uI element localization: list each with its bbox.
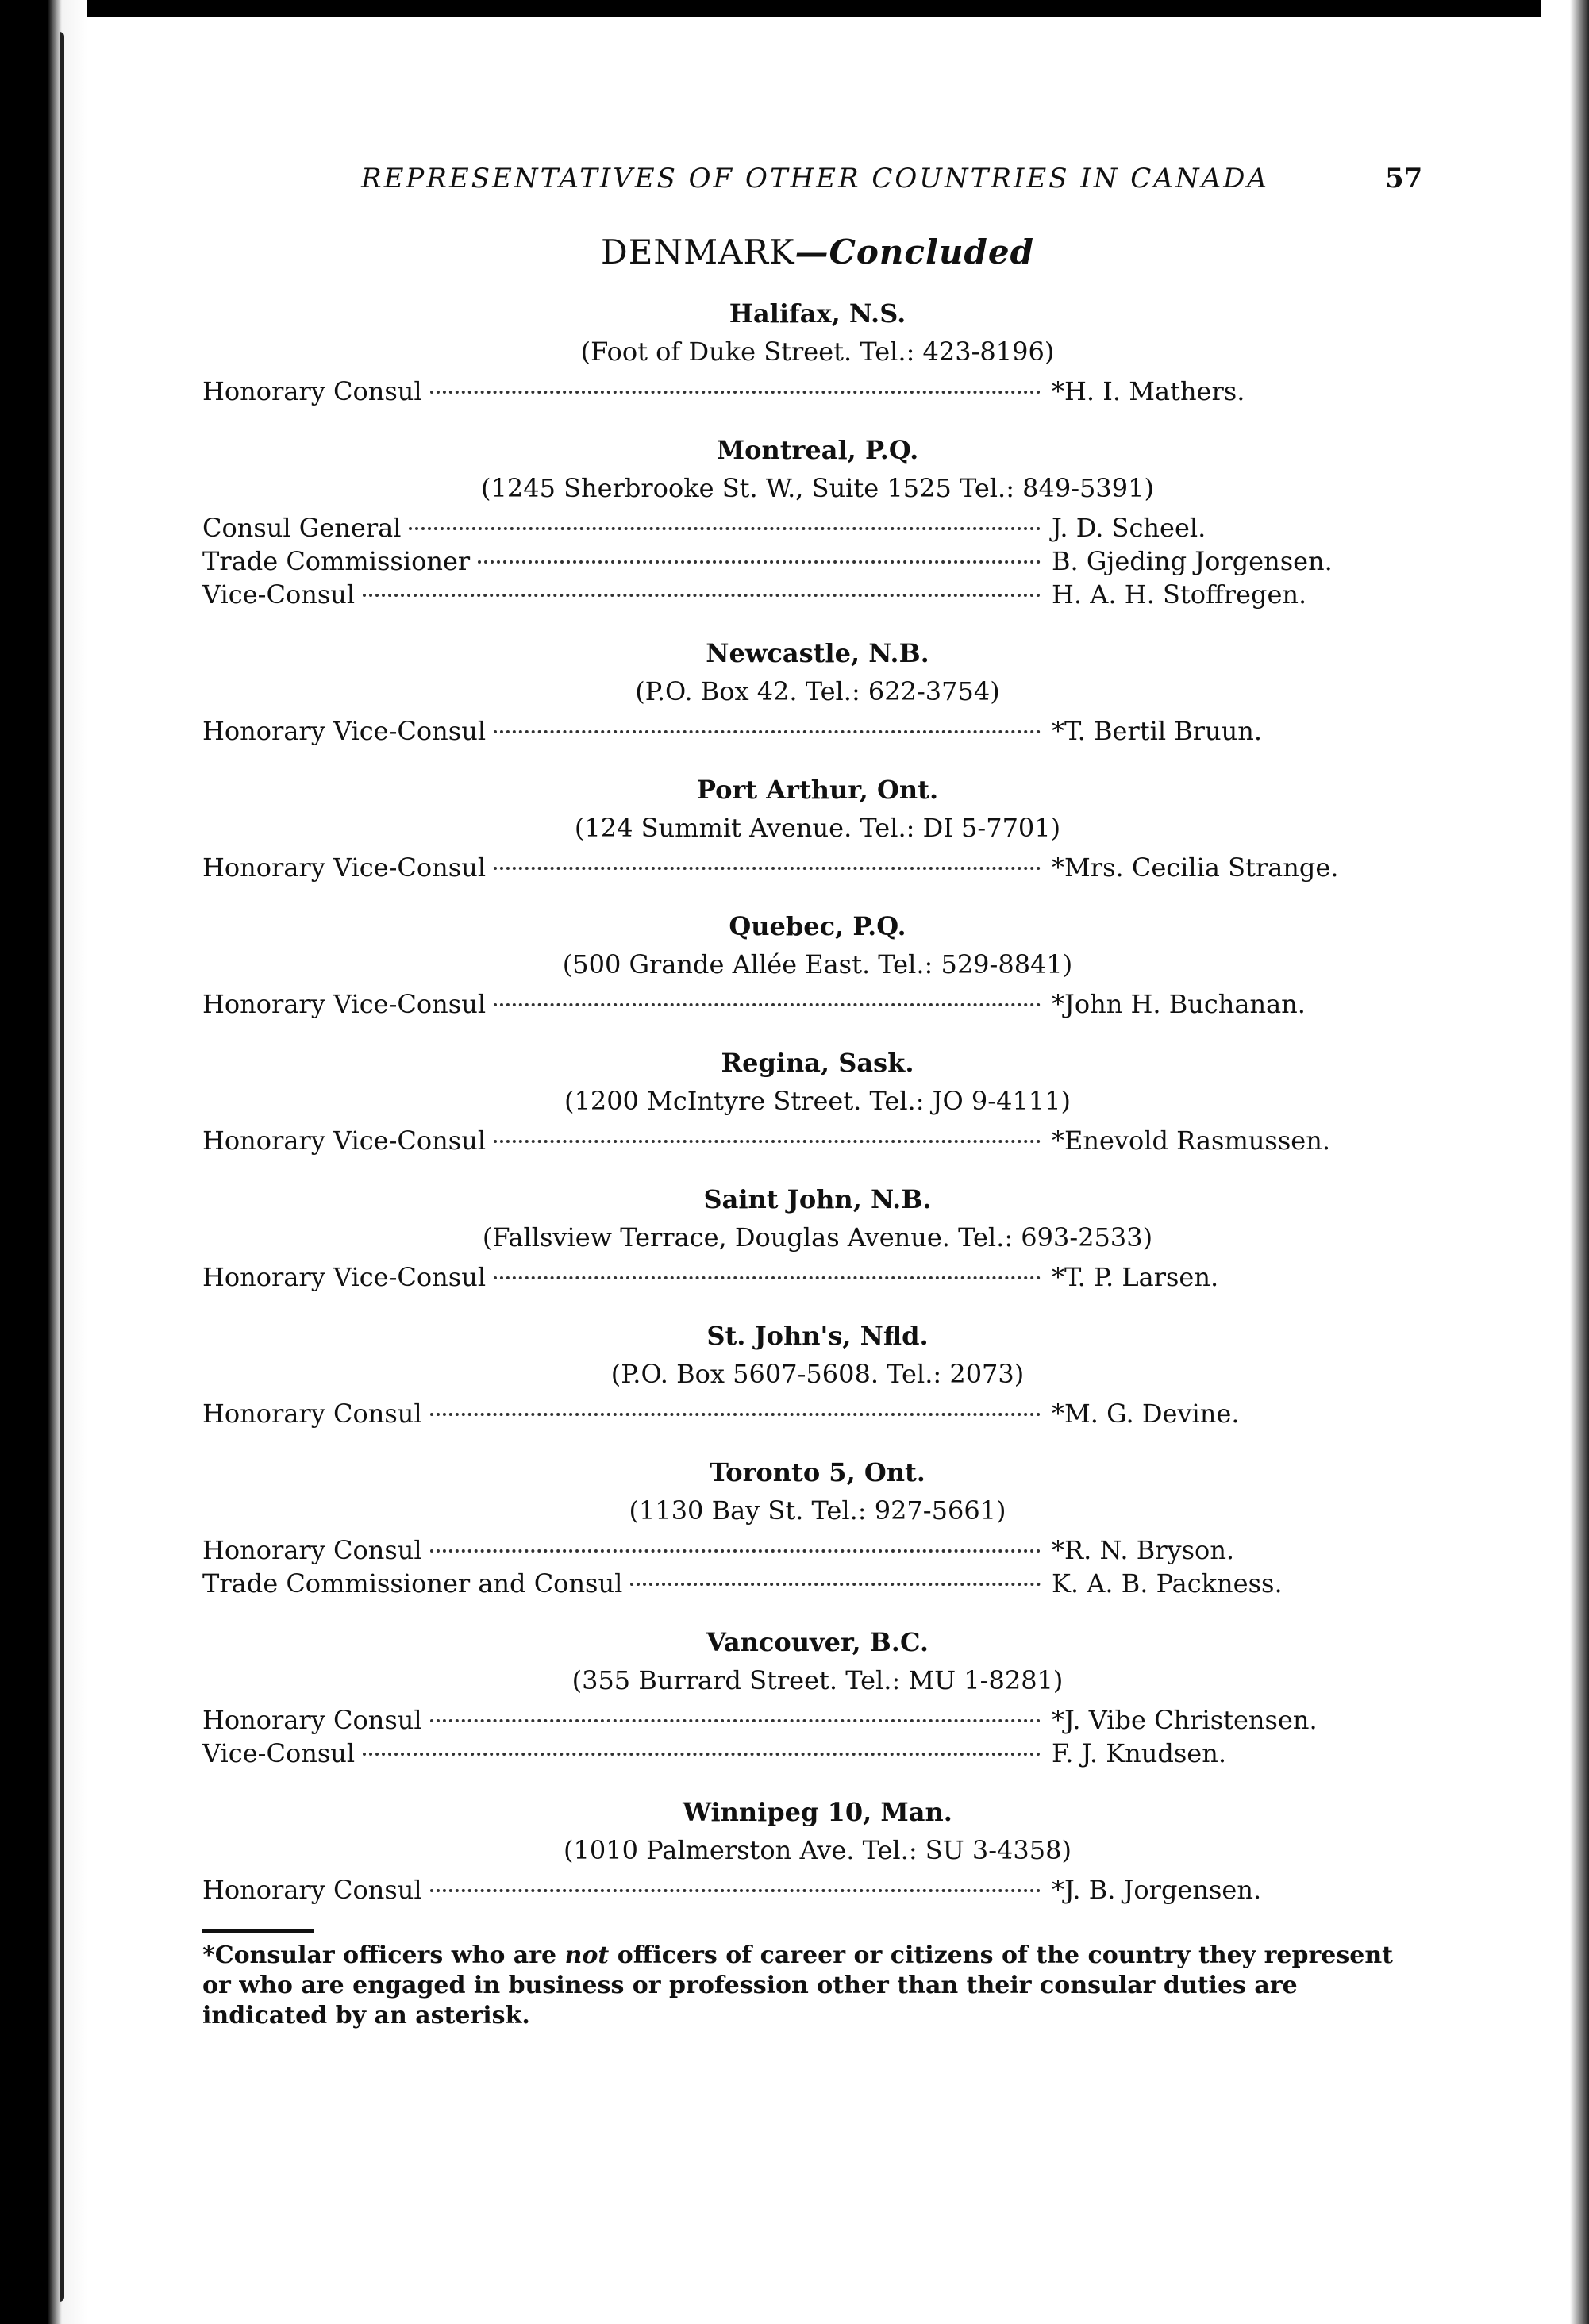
city-heading: Vancouver, B.C. — [706, 1627, 929, 1657]
running-title: REPRESENTATIVES OF OTHER COUNTRIES IN CANADA — [361, 163, 1269, 194]
officer-role: Honorary Vice-Consul — [202, 852, 487, 883]
officer-row — [202, 987, 1433, 1021]
scan-top-border — [0, 0, 1589, 17]
running-header — [202, 163, 1433, 202]
consulate-address: (500 Grande Allée East. Tel.: 529-8841) — [562, 949, 1073, 979]
dot-leader — [494, 1003, 1041, 1006]
officer-role: Honorary Consul — [202, 376, 422, 406]
consulate-address: (Foot of Duke Street. Tel.: 423-8196) — [580, 337, 1055, 367]
consulate-list — [202, 298, 1433, 1907]
dot-leader — [430, 391, 1041, 394]
officer-name: *J. Vibe Christensen. — [1052, 1705, 1318, 1735]
officer-role: Honorary Consul — [202, 1875, 422, 1905]
city-heading: Montreal, P.Q. — [716, 435, 919, 465]
scan-right-border — [1541, 0, 1589, 2324]
dot-leader — [430, 1719, 1041, 1722]
officer-role: Honorary Consul — [202, 1535, 422, 1565]
officer-name: J. D. Scheel. — [1052, 513, 1206, 543]
officer-role: Honorary Vice-Consul — [202, 989, 487, 1019]
dot-leader — [630, 1583, 1041, 1586]
dot-leader — [494, 730, 1041, 733]
officer-row — [202, 511, 1433, 544]
dot-leader — [494, 1276, 1041, 1279]
dot-leader — [363, 1753, 1041, 1756]
dot-leader — [494, 867, 1041, 870]
officer-name: *H. I. Mathers. — [1052, 376, 1245, 406]
officer-row — [202, 1533, 1433, 1567]
officer-role: Honorary Vice-Consul — [202, 716, 487, 746]
officer-name: *R. N. Bryson. — [1052, 1535, 1235, 1565]
consulate-address: (Fallsview Terrace, Douglas Avenue. Tel.: 693-2533) — [482, 1222, 1153, 1252]
dot-leader — [494, 1140, 1041, 1143]
dot-leader — [430, 1889, 1041, 1892]
consulate-address: (P.O. Box 5607-5608. Tel.: 2073) — [610, 1359, 1025, 1389]
footnote-emphasis: not — [564, 1941, 610, 1969]
country-name: DENMARK — [601, 233, 795, 271]
officer-role: Consul General — [202, 513, 402, 543]
consulate-address: (1245 Sherbrooke St. W., Suite 1525 Tel.: 849-5391) — [481, 473, 1154, 503]
country-heading — [202, 233, 1433, 271]
officer-row — [202, 1703, 1433, 1737]
officer-name: *Enevold Rasmussen. — [1052, 1125, 1330, 1156]
consulate-address: (1200 McIntyre Street. Tel.: JO 9-4111) — [564, 1086, 1071, 1116]
city-heading: St. John's, Nfld. — [706, 1321, 929, 1351]
country-suffix: —Concluded — [794, 233, 1034, 271]
consulate-address: (355 Burrard Street. Tel.: MU 1-8281) — [571, 1665, 1064, 1695]
officer-role: Vice-Consul — [202, 1738, 356, 1768]
officer-name: *J. B. Jorgensen. — [1052, 1875, 1262, 1905]
city-heading: Halifax, N.S. — [729, 298, 906, 329]
city-heading: Saint John, N.B. — [703, 1184, 932, 1214]
officer-row — [202, 851, 1433, 884]
footnote — [202, 1941, 1393, 2031]
officer-role: Vice-Consul — [202, 579, 356, 610]
officer-role: Honorary Consul — [202, 1399, 422, 1429]
officer-row — [202, 1397, 1433, 1430]
officer-name: *Mrs. Cecilia Strange. — [1052, 852, 1339, 883]
officer-role: Honorary Vice-Consul — [202, 1262, 487, 1292]
officer-row — [202, 1567, 1433, 1600]
officer-name: *M. G. Devine. — [1052, 1399, 1240, 1429]
officer-name: F. J. Knudsen. — [1052, 1738, 1226, 1768]
city-heading: Regina, Sask. — [721, 1048, 914, 1078]
dot-leader — [430, 1549, 1041, 1553]
officer-name: K. A. B. Packness. — [1052, 1568, 1283, 1599]
footnote-rule — [202, 1929, 314, 1933]
document-page — [202, 163, 1433, 2031]
officer-role: Honorary Consul — [202, 1705, 422, 1735]
book-spine-shadow — [0, 0, 87, 2324]
city-heading: Toronto 5, Ont. — [710, 1457, 925, 1487]
binding-edge — [49, 32, 64, 2302]
officer-name: *T. P. Larsen. — [1052, 1262, 1219, 1292]
officer-role: Honorary Vice-Consul — [202, 1125, 487, 1156]
consulate-address: (124 Summit Avenue. Tel.: DI 5-7701) — [574, 813, 1061, 843]
officer-role: Trade Commissioner and Consul — [202, 1568, 623, 1599]
footnote-text-start: *Consular officers who are — [202, 1941, 565, 1969]
dot-leader — [430, 1413, 1041, 1416]
officer-row — [202, 1737, 1433, 1770]
city-heading: Quebec, P.Q. — [729, 911, 906, 941]
officer-row — [202, 375, 1433, 408]
officer-name: *John H. Buchanan. — [1052, 989, 1306, 1019]
officer-row — [202, 544, 1433, 578]
officer-row — [202, 1873, 1433, 1907]
officer-name: H. A. H. Stoffregen. — [1052, 579, 1307, 610]
page-number: 57 — [1385, 163, 1423, 194]
officer-name: *T. Bertil Bruun. — [1052, 716, 1263, 746]
dot-leader — [478, 560, 1041, 564]
officer-row — [202, 1124, 1433, 1157]
officer-row — [202, 1260, 1433, 1294]
consulate-address: (1010 Palmerston Ave. Tel.: SU 3-4358) — [564, 1835, 1072, 1865]
consulate-address: (1130 Bay St. Tel.: 927-5661) — [629, 1495, 1006, 1526]
officer-name: B. Gjeding Jorgensen. — [1052, 546, 1333, 576]
consulate-address: (P.O. Box 42. Tel.: 622-3754) — [635, 676, 1000, 706]
footnote-text-end: officers of career or citizens of the country they represent or who are engaged in business or profession other than their consular duties are indicated by an asterisk. — [202, 1941, 1393, 2030]
city-heading: Winnipeg 10, Man. — [683, 1797, 952, 1827]
officer-row — [202, 578, 1433, 611]
city-heading: Port Arthur, Ont. — [696, 775, 939, 805]
officer-role: Trade Commissioner — [202, 546, 471, 576]
dot-leader — [363, 594, 1041, 597]
dot-leader — [409, 527, 1041, 530]
city-heading: Newcastle, N.B. — [706, 638, 929, 668]
officer-row — [202, 714, 1433, 748]
